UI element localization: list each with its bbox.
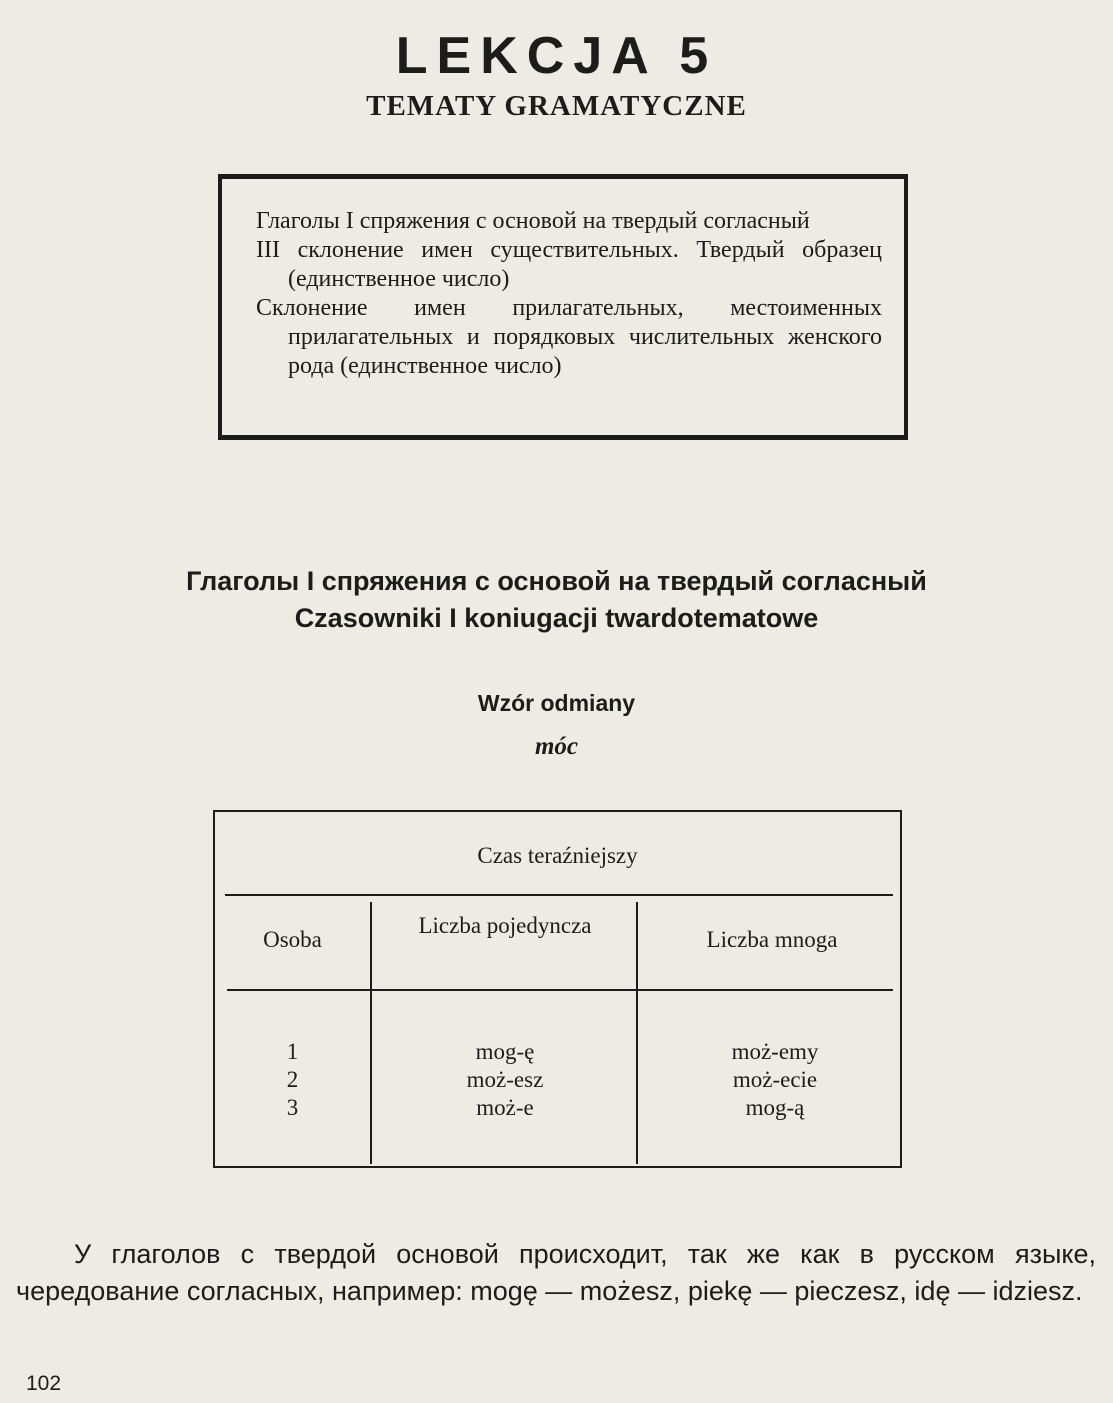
column-header-person: Osoba bbox=[263, 927, 322, 952]
grammar-topic-item: Глаголы I спряжения с основой на твердый согласный bbox=[256, 208, 810, 234]
section-heading-russian: Глаголы I спряжения с основой на твердый согласный bbox=[186, 566, 927, 596]
table-column-divider bbox=[636, 902, 638, 1164]
grammar-topics-list bbox=[256, 207, 882, 381]
conjugation-table bbox=[213, 810, 902, 1168]
conjugation-pattern-label: Wzór odmiany bbox=[477, 690, 636, 716]
table-tense-header: Czas teraźniejszy bbox=[477, 843, 638, 868]
column-header-singular: Liczba pojedyncza bbox=[418, 913, 592, 938]
plural-forms: moż-emy moż-ecie mog-ą bbox=[731, 1039, 819, 1120]
pattern-verb: móc bbox=[534, 733, 579, 760]
table-column-divider bbox=[370, 902, 372, 1164]
grammar-topics-box bbox=[218, 174, 908, 440]
body-paragraph: У глаголов с твердой основой происходит, так же как в русском языке, чередование согласных, например: mogę — możesz, piekę — pieczesz, idę — idziesz. bbox=[16, 1239, 1096, 1306]
page-number: 102 bbox=[26, 1372, 62, 1395]
lesson-title: LEKCJA 5 bbox=[395, 27, 718, 85]
table-divider bbox=[225, 894, 893, 896]
table-divider bbox=[227, 989, 893, 991]
singular-forms: mog-ę moż-esz moż-e bbox=[466, 1039, 544, 1120]
grammar-topic-item: Склонение имен прилагательных, местоименных прилагательных и порядковых числительных женского рода (единственное число) bbox=[256, 295, 882, 379]
grammar-topic-item: III склонение имен существительных. Твердый образец (единственное число) bbox=[256, 237, 882, 292]
section-heading-polish: Czasowniki I koniugacji twardotematowe bbox=[294, 603, 819, 633]
lesson-subtitle: TEMATY GRAMATYCZNE bbox=[366, 90, 747, 122]
column-header-plural: Liczba mnoga bbox=[706, 927, 838, 952]
person-numbers: 1 2 3 bbox=[286, 1039, 299, 1120]
